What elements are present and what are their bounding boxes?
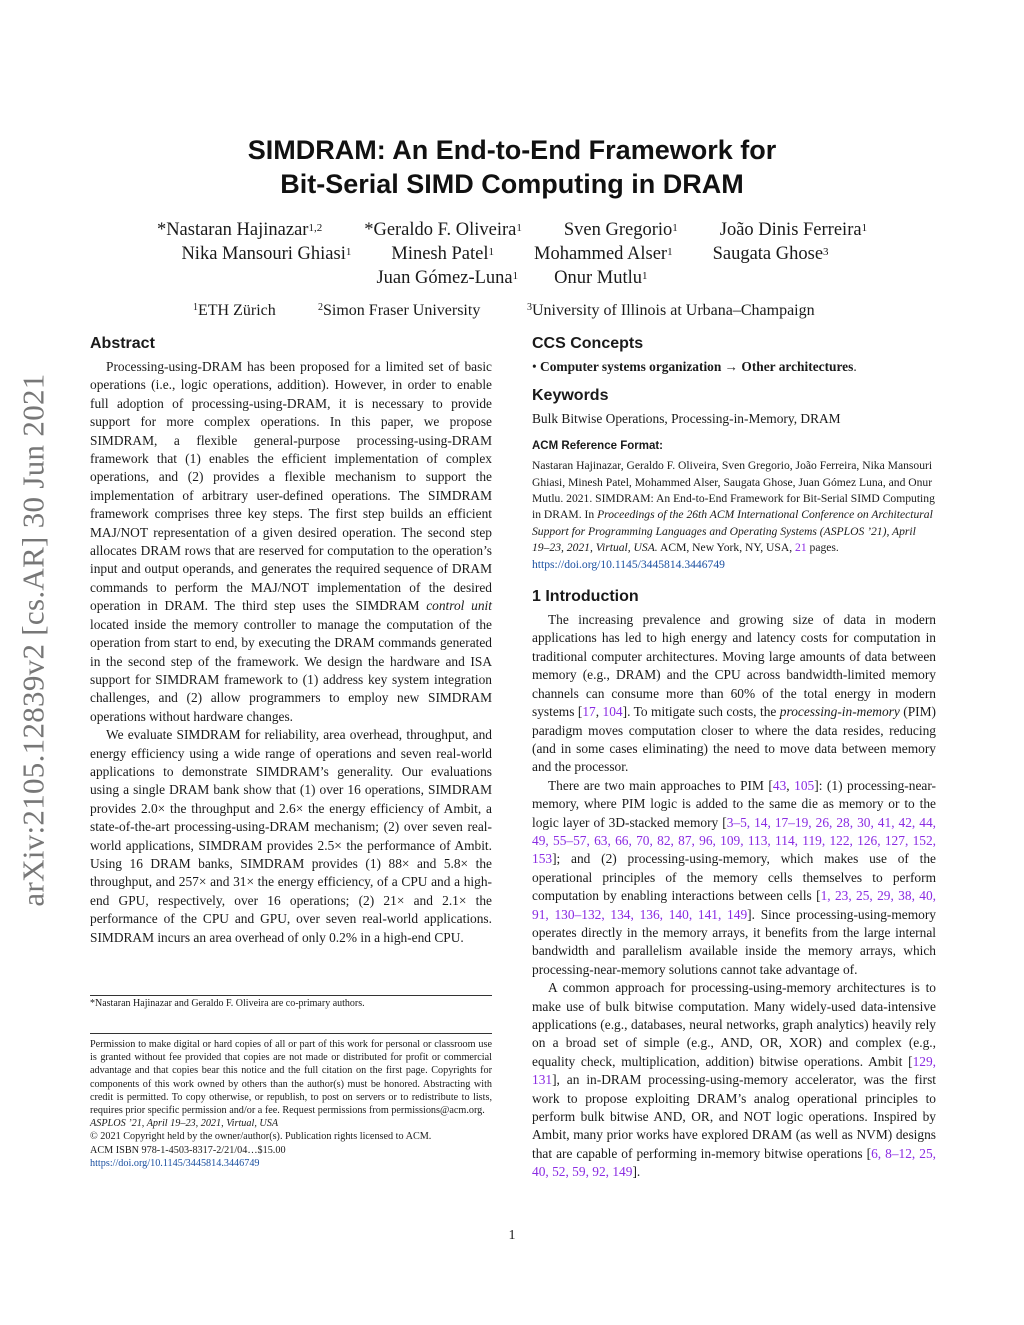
author: Mohammed Alser$^1$: [534, 244, 673, 264]
intro-heading: 1 Introduction: [532, 588, 639, 606]
right-column: [532, 334, 936, 1182]
page-number: 1: [508, 1228, 516, 1243]
paper-title: [0, 133, 1024, 201]
arxiv-stamp: [12, 330, 56, 950]
author-row-1: [0, 218, 1024, 242]
acm-reference: Nastaran Hajinazar, Geraldo F. Oliveira, Sven Gregorio, João Ferreira, Nika Mansouri Ghiasi, Minesh Patel, Mohammed Alser, Saugata Ghose, Juan Gómez Luna, and Onur Mutlu. 2021. SIMDRAM: An End-to-End Framework for Bit-Serial SIMD Computing in DRAM. In Proceedings of the 26th ACM International Conference on Architectural Support for Programming Languages and Operating Systems (ASPLOS ’21), April 19–23, 2021, Virtual, USA. ACM, New York, NY, USA, 21 pages. https://doi.org/10.1145/3445814.3446749: [532, 459, 935, 571]
keywords-heading: Keywords: [532, 387, 609, 405]
citation-links[interactable]: 1, 23, 25, 29, 38, 40, 91, 130–132, 134, 136, 140, 141, 149: [532, 888, 936, 922]
affiliation: $^2$ Simon Fraser University: [318, 302, 481, 319]
venue: ASPLOS ’21, April 19–23, 2021, Virtual, USA: [90, 1118, 279, 1130]
author: Minesh Patel$^1$: [391, 244, 494, 264]
citation-links[interactable]: 129, 131: [532, 1053, 936, 1088]
author: Sven Gregorio$^1$: [563, 220, 678, 240]
intro-paragraph-1: The increasing prevalence and growing size of data in modern applications has led to high energy and latency costs for computation in traditional computer architectures. Moving large amounts of data between memory (e.g., DRAM) and the CPU across bandwidth-limited memory channels can consume more than 60% of the total energy in modern systems [17, 104]. To mitigate such costs, the processing-in-memory (PIM) paradigm moves computation closer to where the data resides, reducing (and in some cases eliminating) the need to move data between memory and the processor.: [532, 612, 936, 775]
citation-link[interactable]: 43: [772, 777, 787, 793]
ccs-heading: CCS Concepts: [532, 335, 644, 352]
author: Juan Gómez-Luna$^1$: [376, 268, 519, 288]
citation-link[interactable]: 105: [794, 777, 815, 793]
author: Nika Mansouri Ghiasi$^1$: [181, 244, 352, 264]
citation-link[interactable]: 17: [582, 704, 596, 720]
affiliation: $^3$ University of Illinois at Urbana–Champaign: [527, 302, 815, 319]
author-row-3: [0, 266, 1024, 290]
acm-ref-heading: ACM Reference Format:: [532, 439, 663, 452]
abstract-heading: Abstract: [90, 335, 155, 352]
acm-doi-link[interactable]: https://doi.org/10.1145/3445814.3446749: [532, 557, 725, 571]
citation-links[interactable]: 3–5, 14, 17–19, 26, 28, 30, 41, 42, 44, 49, 55–57, 63, 66, 70, 82, 87, 96, 109, 113, 114, 119, 122, 126, 127, 152, 153: [532, 814, 936, 867]
title-line-1: SIMDRAM: An End-to-End Framework for: [247, 135, 777, 165]
affiliation: $^1$ ETH Zürich: [193, 302, 276, 319]
ccs-concepts: • Computer systems organization → Other architectures.: [532, 359, 857, 374]
abstract-paragraph-1: Processing-using-DRAM has been proposed for a limited set of basic operations (i.e., logic operations, addition). However, in order to enable full adoption of processing-using-DRAM, it is necessary to provide support for more complex operations. In this paper, we propose SIMDRAM, a flexible general-purpose processing-using-DRAM framework that (1) enables the efficient implementation of complex operations, and (2) provides a flexible mechanism to support the implementation of arbitrary user-defined operations. The SIMDRAM framework comprises three key steps. The first step builds an efficient MAJ/NOT representation of a given desired operation. The second step allocates DRAM rows that are reserved for computation to the operation’s input and output operands, and generates the required sequence of DRAM commands to perform the MAJ/NOT implementation of the desired operation in DRAM. The third step uses the SIMDRAM control unit located inside the memory controller to manage the computation of the operation from start to end, by executing the DRAM commands generated in the second step of the framework. We design the hardware and ISA support for SIMDRAM framework to (1) address key system integration challenges, and (2) allow programmers to employ new SIMDRAM operations without hardware changes.: [90, 359, 492, 724]
page-count-link[interactable]: 21: [795, 541, 807, 555]
footnote: *Nastaran Hajinazar and Geraldo F. Oliveira are co-primary authors.: [90, 998, 365, 1009]
author-block: [0, 218, 1024, 290]
permission-text: Permission to make digital or hard copies of all or part of this work for personal or classroom use is granted without fee provided that copies are not made or distributed for profit or commercial advantage and that copies bear this notice and the full citation on the first page. Copyrights for components of this work owned by others than the author(s) must be honored. Abstracting with credit is permitted. To copy otherwise, or republish, to post on servers or to redistribute to lists, requires prior specific permission and/or a fee. Request permissions from permissions@acm.org.: [90, 1039, 492, 1117]
title-line-2: Bit-Serial SIMD Computing in DRAM: [280, 169, 744, 199]
author-row-2: [0, 242, 1024, 266]
author: Saugata Ghose$^3$: [712, 244, 829, 264]
author: João Dinis Ferreira$^1$: [719, 220, 868, 240]
keywords-text: Bulk Bitwise Operations, Processing-in-Memory, DRAM: [532, 411, 841, 427]
permission-rule: [90, 1033, 492, 1034]
footnote-rule: [90, 995, 492, 996]
intro-paragraph-2: There are two main approaches to PIM [43, 105]: (1) processing-near-memory, where PIM logic is added to the same die as memory or to the logic layer of 3D-stacked memory [3–5, 14, 17–19, 26, 28, 30, 41, 42, 44, 49, 55–57, 63, 66, 70, 82, 87, 96, 109, 113, 114, 119, 122, 126, 127, 152, 153]; and (2) processing-using-memory, which makes use of the operational principles of the memory cells themselves to perform computation by enabling interactions between cells [1, 23, 25, 29, 38, 40, 91, 130–132, 134, 136, 140, 141, 149]. Since processing-using-memory operates directly in the memory arrays, it benefits from the large internal bandwidth and parallelism available inside the memory arrays, which processing-near-memory solutions cannot take advantage of.: [532, 777, 936, 977]
intro-paragraph-3: A common approach for processing-using-memory architectures is to make use of bulk bitwise computation. Many widely-used data-intensive applications (e.g., databases, neural networks, graph analytics) heavily rely on a broad set of simple (e.g., AND, OR, XOR) and complex (e.g., equality check, multiplication, addition) bitwise operations. Ambit [129, 131], an in-DRAM processing-using-memory accelerator, was the first work to propose exploiting DRAM’s analog operational principles to perform bulk bitwise AND, OR, and NOT logic operations. Inspired by Ambit, many prior works have explored DRAM (as well as NVM) designs that are capable of performing in-memory bitwise operations [6, 8–12, 25, 40, 52, 59, 92, 149].: [532, 980, 936, 1180]
citation-links[interactable]: 6, 8–12, 25, 40, 52, 59, 92, 149: [532, 1145, 936, 1180]
doi-link[interactable]: https://doi.org/10.1145/3445814.3446749: [90, 1157, 260, 1169]
author: *Nastaran Hajinazar$^{1,2}$: [156, 220, 323, 240]
left-column: [90, 334, 492, 947]
abstract-paragraph-2: We evaluate SIMDRAM for reliability, area overhead, throughput, and energy efficiency using a wide range of operations and seven real-world applications to demonstrate SIMDRAM’s generality. Our evaluations using a single DRAM bank show that (1) over 16 operations, SIMDRAM provides 2.0× the throughput and 2.6× the energy efficiency of Ambit, a state-of-the-art processing-using-DRAM mechanism; (2) over seven real-world applications, SIMDRAM provides 2.5× the performance of Ambit. Using 16 DRAM banks, SIMDRAM provides (1) 88× and 5.8× the throughput, and 257× and 31× the energy efficiency, of a CPU and a high-end GPU, respectively, over 16 operations; (2) 21× and 2.1× the performance of the CPU and GPU, over seven real-world applications. SIMDRAM incurs an area overhead of only 0.2% in a high-end CPU.: [90, 727, 492, 945]
isbn: ACM ISBN 978-1-4503-8317-2/21/04…$15.00: [90, 1144, 286, 1156]
author: Onur Mutlu$^1$: [554, 268, 648, 288]
citation-link[interactable]: 104: [602, 704, 623, 720]
permission-block: [90, 1038, 492, 1170]
author: *Geraldo F. Oliveira$^1$: [364, 220, 522, 240]
copyright: © 2021 Copyright held by the owner/author(s). Publication rights licensed to ACM.: [90, 1131, 432, 1143]
arxiv-id: arXiv:2105.12839v2 [cs.AR] 30 Jun 2021: [16, 373, 52, 907]
